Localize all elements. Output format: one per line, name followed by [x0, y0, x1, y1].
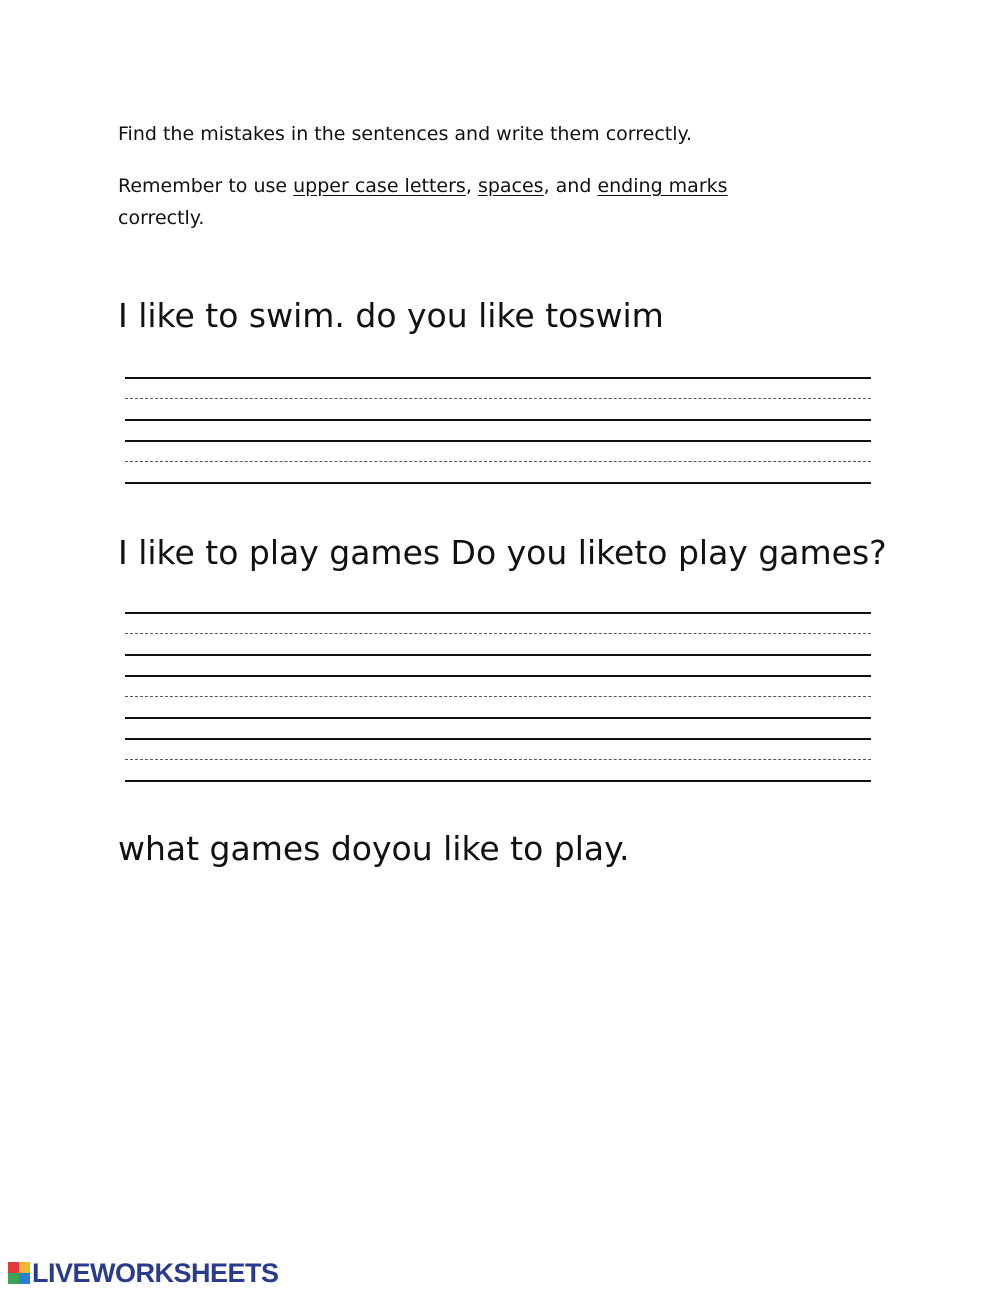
writing-line[interactable]	[125, 419, 871, 421]
instruction-line-3: correctly.	[118, 207, 205, 229]
logo-square-green	[8, 1273, 19, 1284]
instruction-line-1: Find the mistakes in the sentences and write them correctly.	[118, 123, 693, 145]
underlined-spaces: spaces	[477, 175, 544, 197]
writing-line[interactable]	[125, 440, 871, 442]
writing-line[interactable]	[125, 738, 871, 740]
underlined-ending-marks: ending marks	[597, 175, 728, 197]
writing-guide-dashed	[125, 398, 871, 399]
sentence-3: what games doyou like to play.	[118, 829, 630, 868]
instruction-prefix: Remember to use	[118, 175, 294, 197]
writing-line[interactable]	[125, 654, 871, 656]
instruction-line-2	[118, 170, 728, 202]
sentence-2: I like to play games Do you liketo play games?	[118, 533, 887, 572]
writing-line[interactable]	[125, 482, 871, 484]
logo-square-red	[8, 1262, 19, 1273]
writing-guide-dashed	[125, 696, 871, 697]
logo-square-blue	[19, 1273, 30, 1284]
writing-line[interactable]	[125, 377, 871, 379]
writing-line[interactable]	[125, 675, 871, 677]
writing-line[interactable]	[125, 717, 871, 719]
sentence-1: I like to swim. do you like toswim	[118, 296, 664, 335]
writing-guide-dashed	[125, 759, 871, 760]
footer-brand[interactable]	[8, 1258, 279, 1288]
writing-line[interactable]	[125, 612, 871, 614]
instruction-separator-1: ,	[465, 175, 478, 197]
instruction-separator-2: , and	[543, 175, 598, 197]
writing-guide-dashed	[125, 461, 871, 462]
brand-name: LIVEWORKSHEETS	[32, 1257, 279, 1288]
writing-line[interactable]	[125, 780, 871, 782]
underlined-upper-case-letters: upper case letters	[293, 175, 466, 197]
writing-guide-dashed	[125, 633, 871, 634]
liveworksheets-logo-icon	[8, 1262, 30, 1284]
logo-square-yellow	[19, 1262, 30, 1273]
